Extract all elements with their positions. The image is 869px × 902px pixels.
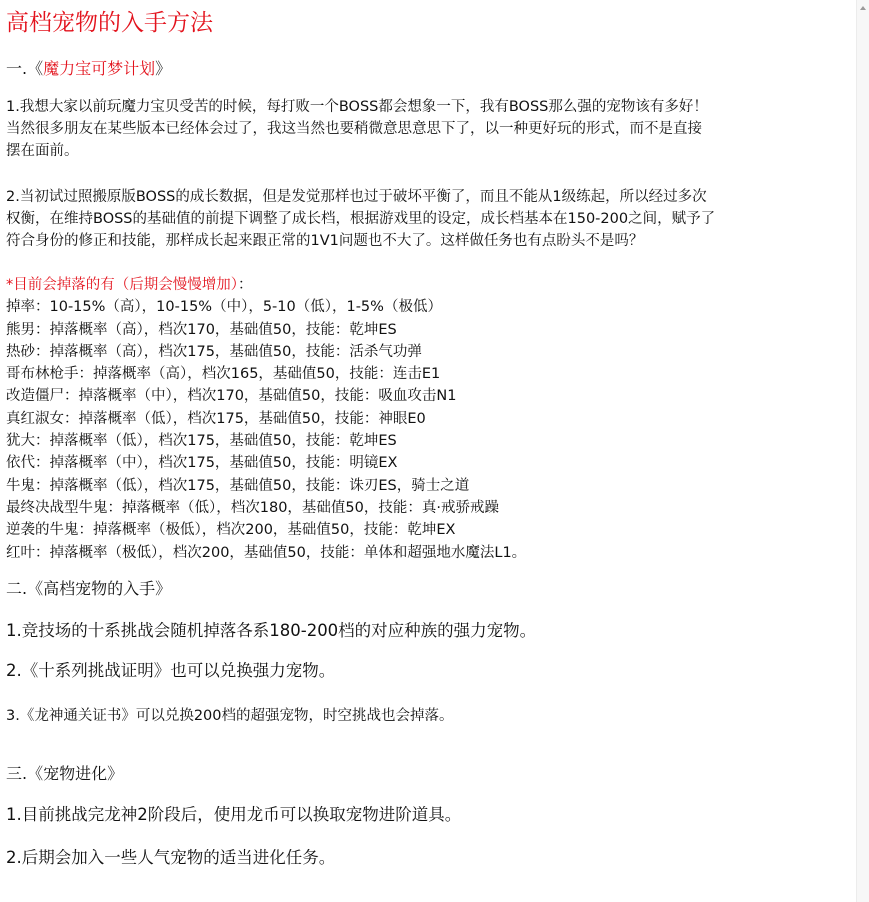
section1-heading (6, 58, 171, 80)
paragraph-line: 2.当初试过照搬原版BOSS的成长数据，但是发觉那样也过于破坏平衡了，而且不能从1级练起，所以经过多次 (6, 189, 707, 205)
page-title: 高档宠物的入手方法 (6, 10, 213, 36)
section1-suffix: 》 (155, 59, 172, 78)
section1-name: 魔力宝可梦计划 (43, 59, 156, 78)
drop-item: 改造僵尸：掉落概率（中），档次170，基础值50，技能：吸血攻击N1 (6, 388, 457, 405)
drop-item: 最终决战型牛鬼：掉落概率（低），档次180，基础值50，技能：真·戒骄戒躁 (6, 499, 499, 516)
section3-item-2: 2.后期会加入一些人气宠物的适当进化任务。 (6, 848, 336, 867)
paragraph-line: 权衡，在维持BOSS的基础值的前提下调整了成长档，根据游戏里的设定，成长档基本在150-200之间，赋予了 (6, 211, 716, 227)
section2-item-2: 2.《十系列挑战证明》也可以兑换强力宠物。 (6, 661, 336, 680)
paragraph-line: 当然很多朋友在某些版本已经体会过了，我这当然也要稍微意思意思下了，以一种更好玩的形式，而不是直接 (6, 121, 702, 137)
section3-item-1: 1.目前挑战完龙神2阶段后，使用龙币可以换取宠物进阶道具。 (6, 805, 462, 824)
section2-item-3: 3.《龙神通关证书》可以兑换200档的超强宠物，时空挑战也会掉落。 (6, 708, 454, 724)
section3-heading: 三.《宠物进化》 (6, 764, 124, 783)
section2-heading: 二.《高档宠物的入手》 (6, 579, 172, 598)
section2-item-1: 1.竞技场的十系挑战会随机掉落各系180-200档的对应种族的强力宠物。 (6, 621, 537, 640)
scroll-up-arrow-icon[interactable] (860, 6, 866, 10)
drop-item: 熊男：掉落概率（高），档次170，基础值50，技能：乾坤ES (6, 321, 397, 338)
section1-paragraph-1 (6, 96, 854, 162)
drop-item: 犹大：掉落概率（低），档次175，基础值50，技能：乾坤ES (6, 433, 397, 450)
drop-item: 逆袭的牛鬼：掉落概率（极低），档次200，基础值50，技能：乾坤EX (6, 522, 456, 539)
section1-paragraph-2 (6, 186, 854, 252)
paragraph-line: 1.我想大家以前玩魔力宝贝受苦的时候，每打败一个BOSS都会想象一下，我有BOSS那么强的宠物该有多好！ (6, 99, 708, 115)
drop-item: 热砂：掉落概率（高），档次175，基础值50，技能：活杀气功弹 (6, 343, 422, 360)
paragraph-line: 符合身份的修正和技能，那样成长起来跟正常的1V1问题也不大了。这样做任务也有点盼头不是吗？ (6, 233, 644, 249)
drop-list-heading (6, 274, 526, 296)
drop-list (6, 274, 526, 564)
drop-rate-legend: 掉率：10-15%（高），10-15%（中），5-10（低），1-5%（极低） (6, 299, 442, 316)
section1-prefix: 一.《 (6, 59, 44, 78)
drop-item: 依代：掉落概率（中），档次175，基础值50，技能：明镜EX (6, 455, 398, 472)
paragraph-line: 摆在面前。 (6, 143, 79, 159)
drop-item: 真红淑女：掉落概率（低），档次175，基础值50，技能：神眼E0 (6, 410, 426, 427)
drop-item: 哥布林枪手：掉落概率（高），档次165，基础值50，技能：连击E1 (6, 366, 441, 383)
drop-item: 红叶：掉落概率（极低），档次200，基础值50，技能：单体和超强地水魔法L1。 (6, 544, 527, 561)
drop-heading-red: *目前会掉落的有（后期会慢慢增加） (6, 277, 238, 293)
vertical-scrollbar[interactable] (856, 0, 869, 902)
drop-heading-colon: ： (238, 277, 253, 293)
drop-item: 牛鬼：掉落概率（低），档次175，基础值50，技能：诛刃ES，骑士之道 (6, 477, 470, 494)
